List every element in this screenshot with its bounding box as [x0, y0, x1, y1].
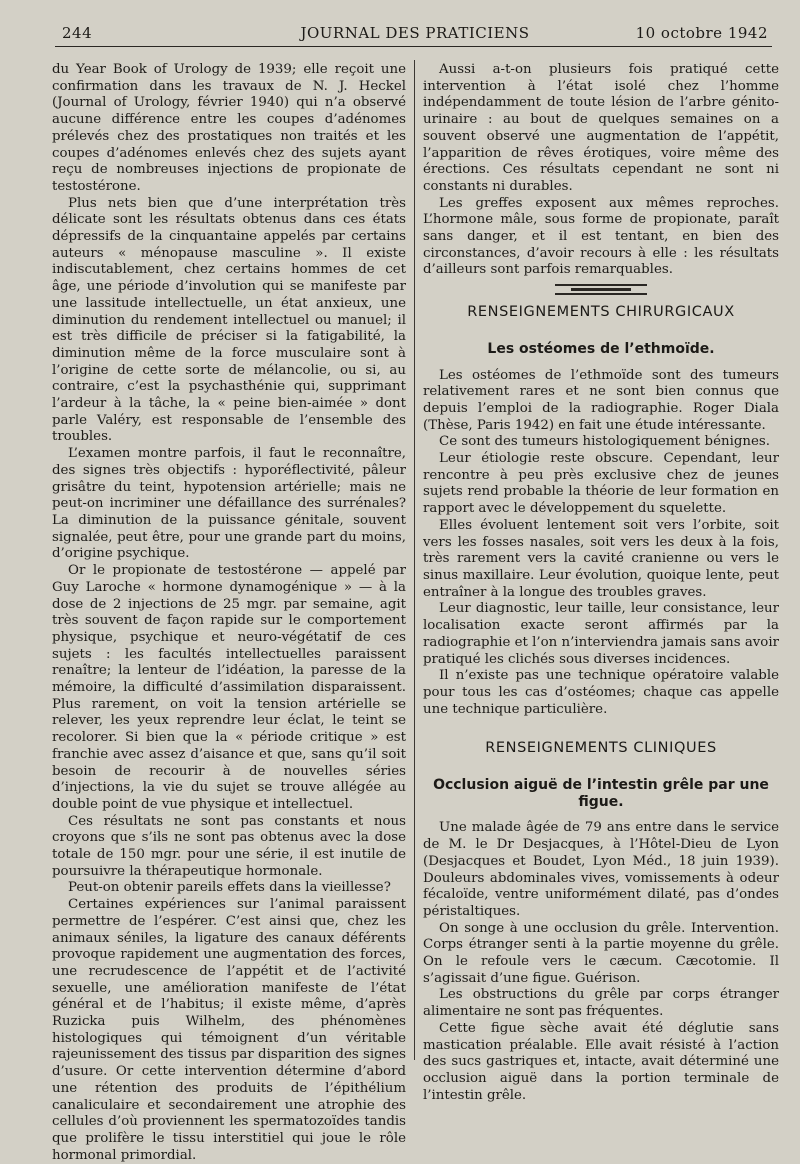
- left-column: [52, 62, 406, 1163]
- paragraph: Une malade âgée de 79 ans entre dans le service de M. le Dr Desjacques, à l’Hôtel-Dieu de Lyon (Desjacques et Boudet, Lyon Méd., 18 juin 1939). Douleurs abdominales vives, vomissements à odeur fécaloïde, ventre uniformément dilaté, pas d’ondes péristaltiques.: [423, 820, 779, 919]
- section-heading-surgical: RENSEIGNEMENTS CHIRURGICAUX: [467, 304, 735, 321]
- journal-title: JOURNAL DES PRATICIENS: [300, 24, 530, 42]
- page-header: [62, 22, 768, 44]
- paragraph: Les greffes exposent aux mêmes reproches. L’hormone mâle, sous forme de propionate, paraît sans danger, et il est tentant, en bien des circonstances, d’avoir recours à elle : les résultats d’ailleurs sont parfois remarquables.: [423, 195, 779, 278]
- article-title-occlusion: Occlusion aiguë de l’intestin grêle par une figue.: [433, 777, 769, 810]
- paragraph: Aussi a-t-on plusieurs fois pratiqué cette intervention à l’état isolé chez l’homme indépendamment de toute lésion de l’arbre génito-urinaire : au bout de quelques semaines on a souvent observé une augmentation de l’appétit, l’apparition de rêves érotiques, voire même des érections. Ces résultats cependant ne sont ni constants ni durables.: [423, 62, 779, 194]
- issue-date: 10 octobre 1942: [635, 24, 768, 42]
- paragraph: Or le propionate de testostérone — appelé par Guy Laroche « hormone dynamogénique » — à la dose de 2 injections de 25 mgr. par semaine, agit très souvent de façon rapide sur le comportement physique, psychique et neuro-végétatif de ces sujets : les facultés intellectuelles paraissent renaître; la lenteur de l’idéation, la paresse de la mémoire, la difficulté d’assimilation disparaissent. Plus rarement, on voit la tension artérielle se relever, les yeux reprendre leur éclat, le teint se recolorer. Si bien que la « période critique » est franchie avec assez d’aisance et que, sans qu’il soit besoin de recourir à de nouvelles séries d’injections, la vie du sujet se trouve allégée au double point de vue physique et intellectuel.: [52, 563, 406, 812]
- header-rule: [55, 46, 772, 47]
- page-number: 244: [62, 24, 93, 42]
- paragraph: Leur diagnostic, leur taille, leur consistance, leur localisation exacte seront affirmés par la radiographie et l’on n’interviendra jamais sans avoir pratiqué les clichés sous diverses incidences.: [423, 601, 779, 667]
- paragraph: du Year Book of Urology de 1939; elle reçoit une confirmation dans les travaux de N. J. Heckel (Journal of Urology, février 1940) qui n’a observé aucune différence entre les coupes d’adénomes prélevés chez des prostatiques non traités et les coupes d’adénomes enlevés chez des sujets ayant reçu de nombreuses injections de propionate de testostérone.: [52, 62, 406, 194]
- paragraph: On songe à une occlusion du grêle. Intervention. Corps étranger senti à la partie moyenne du grêle. On le refoule vers le cæcum. Cæcotomie. Il s’agissait d’une figue. Guérison.: [423, 920, 779, 986]
- paragraph: Cette figue sèche avait été déglutie sans mastication préalable. Elle avait résisté à l’action des sucs gastriques et, intacte, avait déterminé une occlusion aiguë dans la portion terminale de l’intestin grêle.: [423, 1020, 779, 1103]
- section-heading-clinical: RENSEIGNEMENTS CLINIQUES: [485, 740, 717, 757]
- paragraph: Ces résultats ne sont pas constants et nous croyons que s’ils ne sont pas obtenus avec la dose totale de 150 mgr. pour une série, il est inutile de poursuivre la thérapeutique hormonale.: [52, 813, 406, 879]
- article-title-osteomes: Les ostéomes de l’ethmoïde.: [487, 340, 715, 357]
- paragraph: Les ostéomes de l’ethmoïde sont des tumeurs relativement rares et ne sont bien connus que depuis l’emploi de la radiographie. Roger Diala (Thèse, Paris 1942) en fait une étude intéressante.: [423, 367, 779, 433]
- section-separator-ornament: [423, 282, 779, 296]
- paragraph: Ce sont des tumeurs histologiquement bénignes.: [439, 434, 770, 450]
- paragraph: Peut-on obtenir pareils effets dans la vieillesse?: [68, 880, 391, 896]
- right-column: [423, 62, 779, 1103]
- paragraph: Il n’existe pas une technique opératoire valable pour tous les cas d’ostéomes; chaque cas appelle une technique particulière.: [423, 668, 779, 717]
- paragraph: Les obstructions du grêle par corps étranger alimentaire ne sont pas fréquentes.: [423, 987, 779, 1020]
- paragraph: Leur étiologie reste obscure. Cependant, leur rencontre à peu près exclusive chez de jeunes sujets rend probable la théorie de leur formation en rapport avec le développement du squelette.: [423, 451, 779, 517]
- paragraph: Elles évoluent lentement soit vers l’orbite, soit vers les fosses nasales, soit vers les deux à la fois, très rarement vers la cavité cranienne ou vers le sinus maxillaire. Leur évolution, quoique lente, peut entraîner à la longue des troubles graves.: [423, 517, 779, 600]
- paragraph: L’examen montre parfois, il faut le reconnaître, des signes très objectifs : hyporéflectivité, pâleur grisâtre du teint, hypotension artérielle; mais ne peut-on incriminer une défaillance des surrénales? La diminution de la puissance génitale, souvent signalée, peut être, pour une grande part du moins, d’origine psychique.: [52, 446, 406, 562]
- column-divider: [414, 60, 415, 1060]
- paragraph: Certaines expériences sur l’animal paraissent permettre de l’espérer. C’est ainsi que, chez les animaux séniles, la ligature des canaux déférents provoque rapidement une augmentation des forces, une recrudescence de l’appétit et de l’activité sexuelle, une amélioration manifeste de l’état général et de l’habitus; il existe même, d’après Ruzicka puis Wilhelm, des phénomènes histologiques qui témoignent d’un véritable rajeunissement des tissus par disparition des signes d’usure. Or cette intervention détermine d’abord une rétention des produits de l’épithélium canaliculaire et secondairement une atrophie des cellules d’où proviennent les spermatozoïdes tandis que prolifère le tissu interstitiel qui joue le rôle hormonal primordial.: [52, 897, 406, 1163]
- paragraph: Plus nets bien que d’une interprétation très délicate sont les résultats obtenus dans ces états dépressifs de la cinquantaine appelés par certains auteurs « ménopause masculine ». Il existe indiscutablement, chez certains hommes de cet âge, une période d’involution qui se manifeste par une lassitude intellectuelle, un état anxieux, une diminution du rendement intellectuel ou manuel; il est très difficile de préciser si la fatigabilité, la diminution même de la force musculaire sont à l’origine de cette sorte de mélancolie, ou si, au contraire, c’est la psychasthénie qui, supprimant l’ardeur à la tâche, la « peine bien-aimée » dont parle Valéry, est responsable de l’ensemble des troubles.: [52, 195, 406, 445]
